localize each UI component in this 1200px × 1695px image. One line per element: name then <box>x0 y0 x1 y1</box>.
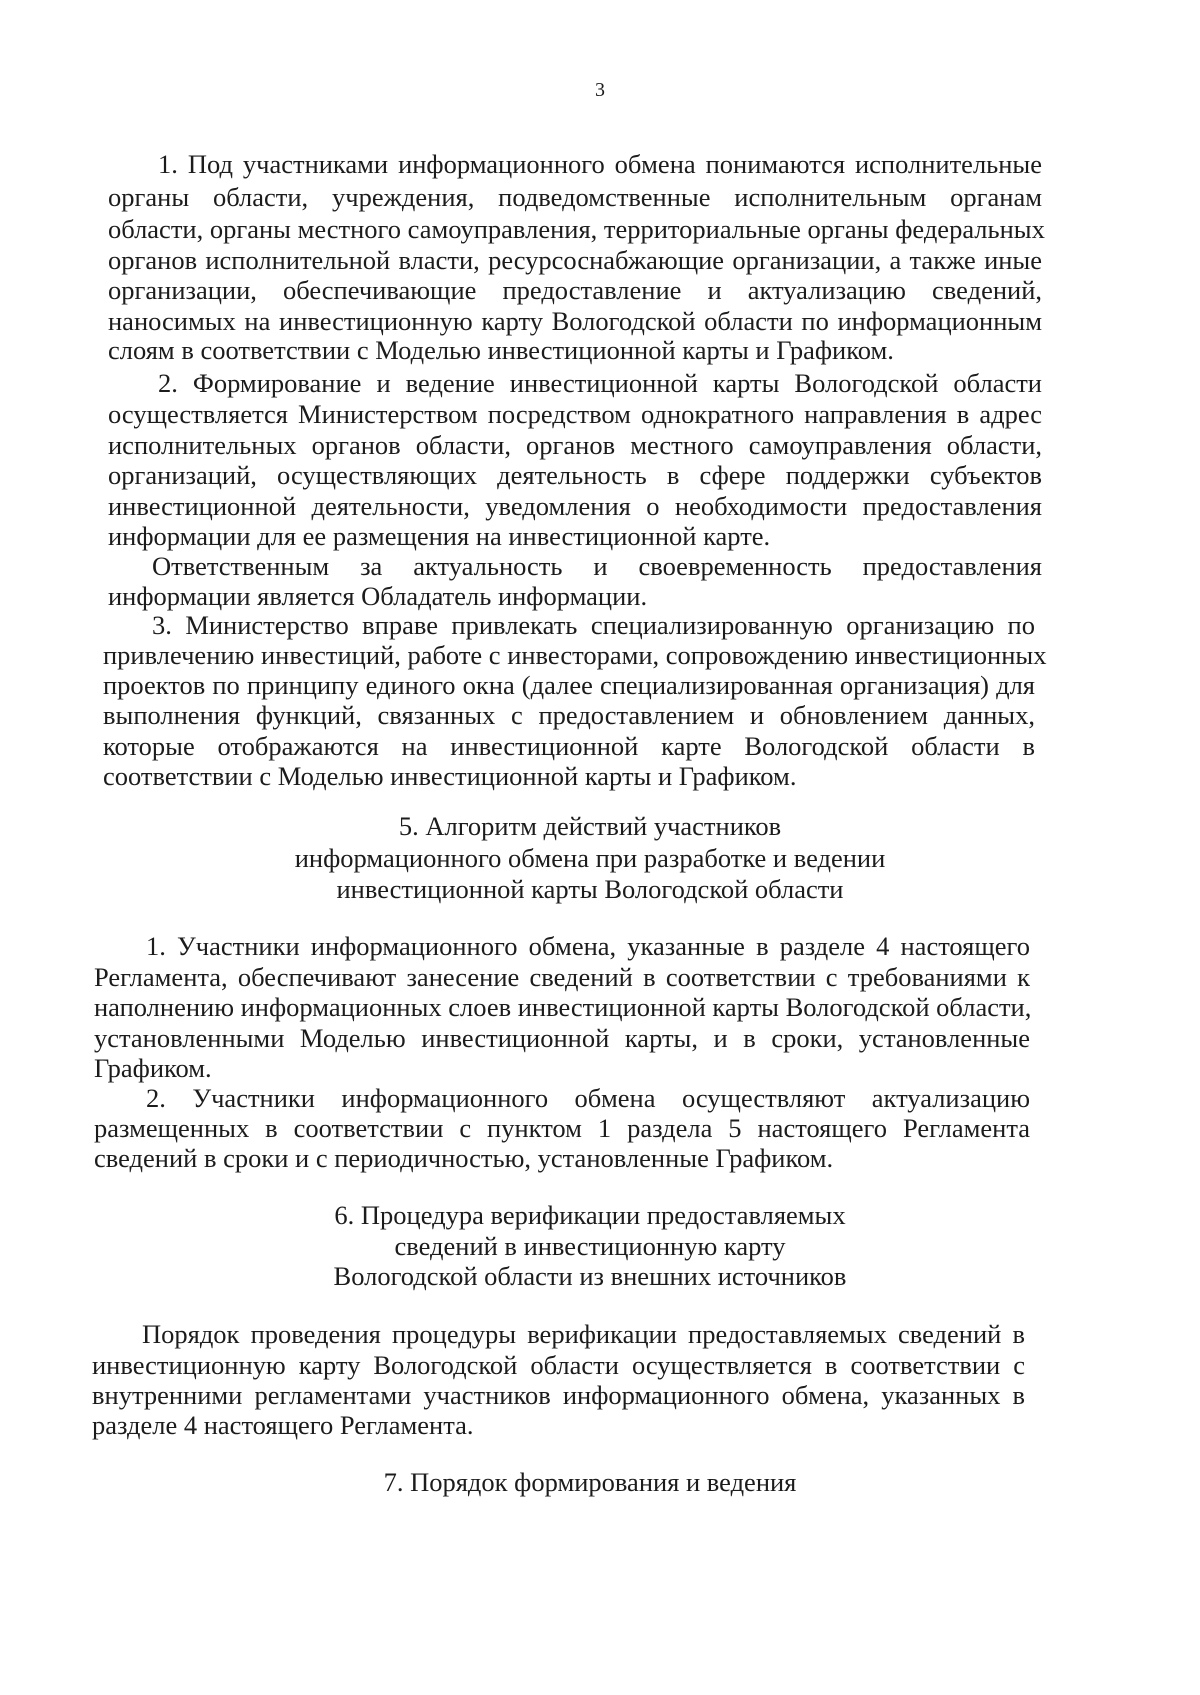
text-line: органов исполнительной власти, ресурсоснабжающие организации, а также иные <box>108 245 1042 275</box>
page-number: 3 <box>595 79 605 101</box>
text-line: соответствии с Моделью инвестиционной карты и Графиком. <box>103 761 797 791</box>
text-line: сведений в сроки и с периодичностью, установленные Графиком. <box>94 1143 834 1173</box>
text-line: 2. Участники информационного обмена осуществляют актуализацию <box>146 1083 1030 1113</box>
heading-line: 6. Процедура верификации предоставляемых <box>334 1200 846 1230</box>
text-line: области, органы местного самоуправления, территориальные органы федеральных <box>108 214 1045 244</box>
text-line: 1. Участники информационного обмена, указанные в разделе 4 настоящего <box>146 931 1030 961</box>
text-line: наносимых на инвестиционную карту Вологодской области по информационным <box>108 306 1042 336</box>
text-line: 2. Формирование и ведение инвестиционной карты Вологодской области <box>158 368 1042 398</box>
text-line: Ответственным за актуальность и своевременность предоставления <box>152 551 1042 581</box>
text-line: которые отображаются на инвестиционной карте Вологодской области в <box>103 731 1035 761</box>
text-line: организации, обеспечивающие предоставление и актуализацию сведений, <box>108 275 1042 305</box>
text-line: 1. Под участниками информационного обмена понимаются исполнительные <box>158 149 1042 179</box>
text-line: внутренними регламентами участников информационного обмена, указанных в <box>92 1380 1025 1410</box>
heading-line: 7. Порядок формирования и ведения <box>383 1467 797 1497</box>
text-line: осуществляется Министерством посредством однократного направления в адрес <box>108 399 1042 429</box>
text-line: информации для ее размещения на инвестиционной карте. <box>108 521 771 551</box>
text-line: организаций, осуществляющих деятельность в сфере поддержки субъектов <box>108 460 1042 490</box>
text-line: инвестиционную карту Вологодской области осуществляется в соответствии с <box>92 1350 1025 1380</box>
heading-line: 5. Алгоритм действий участников <box>398 811 782 841</box>
text-line: выполнения функций, связанных с предоставлением и обновлением данных, <box>103 700 1035 730</box>
text-line: Порядок проведения процедуры верификации предоставляемых сведений в <box>142 1319 1025 1349</box>
text-line: Регламента, обеспечивают занесение сведений в соответствии с требованиями к <box>94 962 1030 992</box>
text-line: 3. Министерство вправе привлекать специализированную организацию по <box>152 610 1035 640</box>
text-line: установленными Моделью инвестиционной карты, и в сроки, установленные <box>94 1023 1030 1053</box>
text-line: инвестиционной деятельности, уведомления о необходимости предоставления <box>108 491 1042 521</box>
text-line: размещенных в соответствии с пунктом 1 раздела 5 настоящего Регламента <box>94 1113 1030 1143</box>
text-line: исполнительных органов области, органов местного самоуправления области, <box>108 430 1042 460</box>
text-line: разделе 4 настоящего Регламента. <box>92 1410 474 1440</box>
text-line: проектов по принципу единого окна (далее специализированная организация) для <box>103 670 1035 700</box>
heading-line: информационного обмена при разработке и ведении <box>294 843 886 873</box>
text-line: слоям в соответствии с Моделью инвестиционной карты и Графиком. <box>108 335 894 365</box>
text-line: Графиком. <box>94 1053 212 1083</box>
text-line: органы области, учреждения, подведомственные исполнительным органам <box>108 182 1042 212</box>
text-line: информации является Обладатель информации. <box>108 581 648 611</box>
heading-line: сведений в инвестиционную карту <box>394 1231 786 1261</box>
heading-line: инвестиционной карты Вологодской области <box>336 874 844 904</box>
text-line: наполнению информационных слоев инвестиционной карты Вологодской области, <box>94 992 1032 1022</box>
heading-line: Вологодской области из внешних источников <box>333 1261 847 1291</box>
text-line: привлечению инвестиций, работе с инвесторами, сопровождению инвестиционных <box>103 640 1047 670</box>
